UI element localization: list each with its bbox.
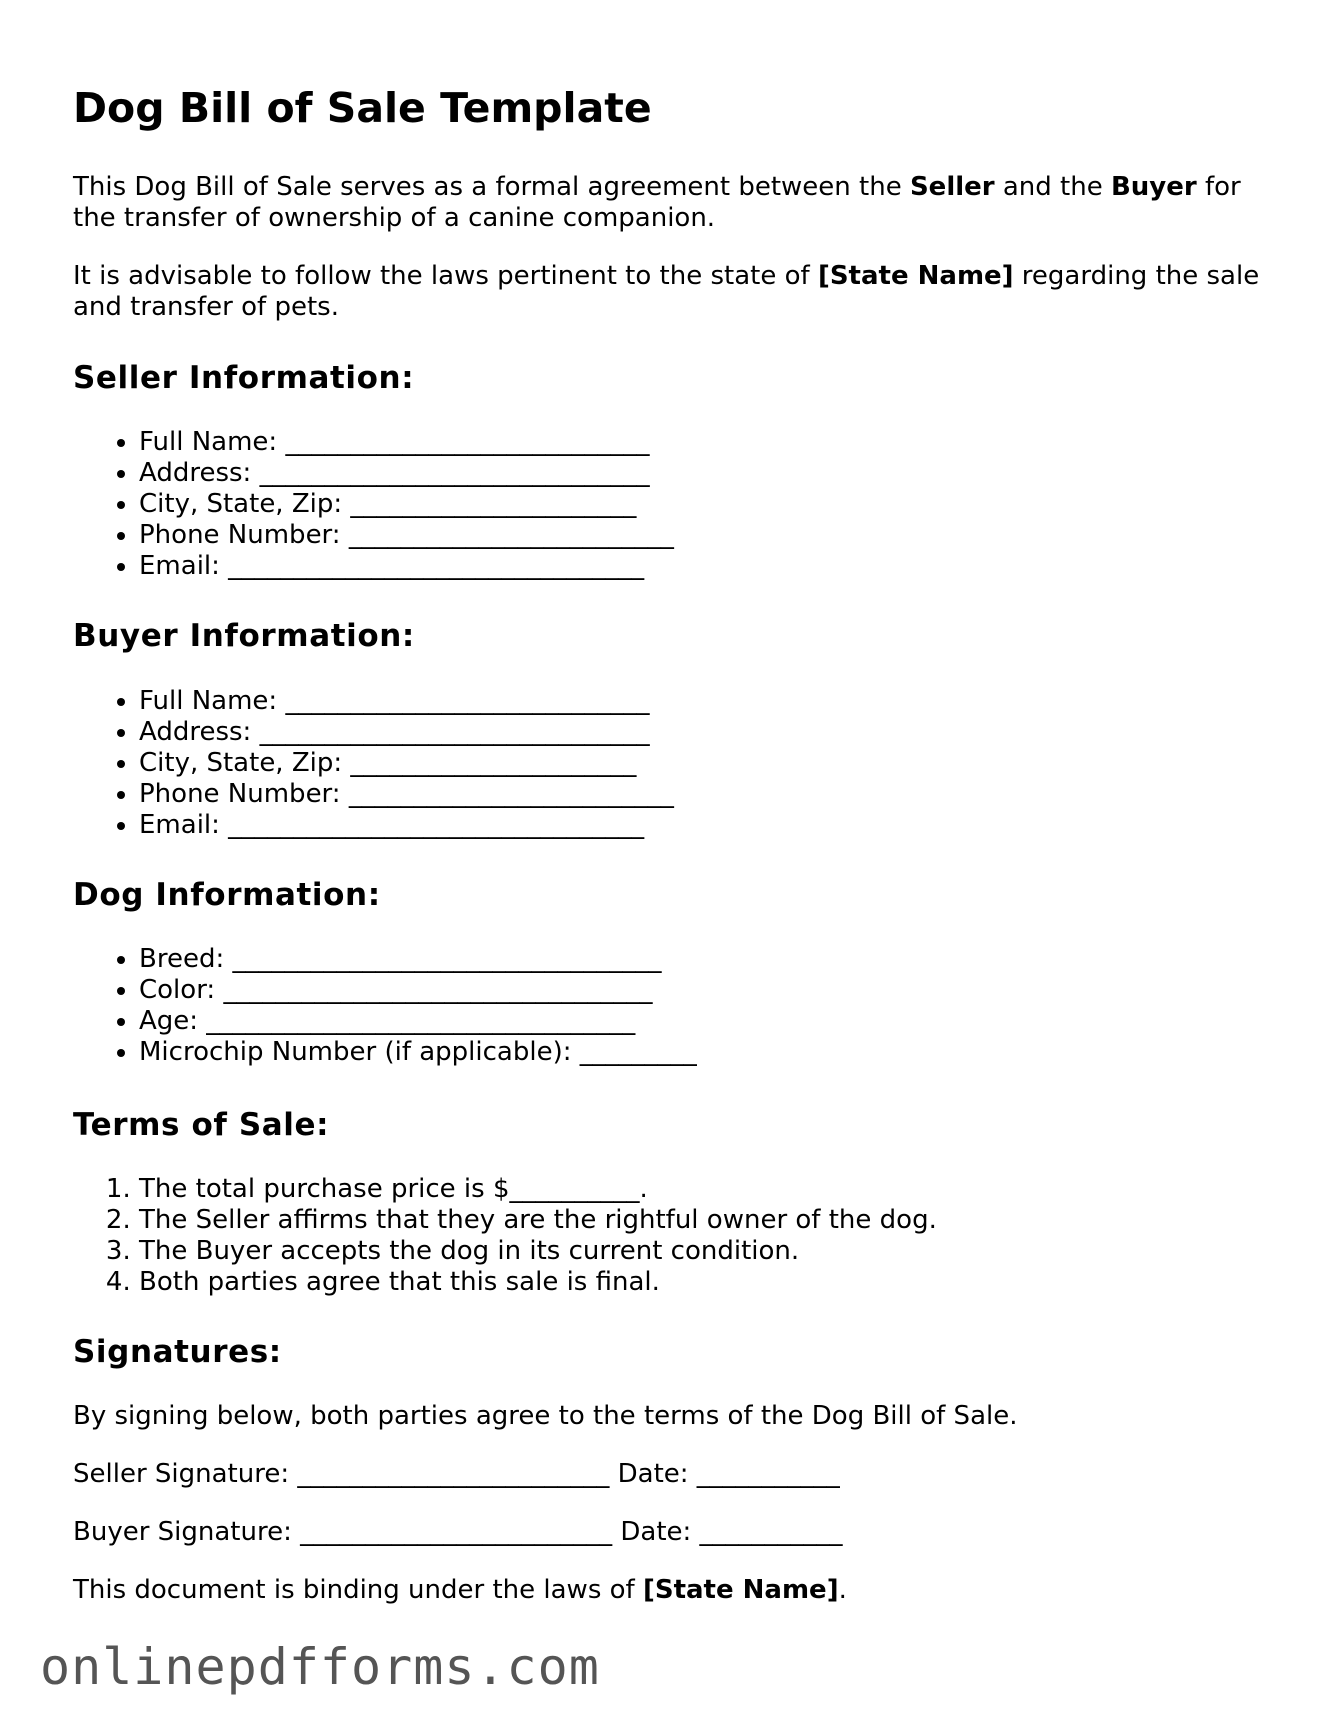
intro-seller-term: Seller <box>909 172 995 203</box>
dog-breed-field: • Breed: _________________________________ <box>139 944 1273 975</box>
state-name-placeholder: [State Name] <box>817 261 1014 292</box>
buyer-info-list <box>73 686 1273 841</box>
seller-phone-field: • Phone Number: _________________________ <box>139 520 1273 551</box>
intro-text-3: for the transfer of ownership of a canine companion. <box>73 172 1241 234</box>
dog-age-field: • Age: _________________________________ <box>139 1006 1273 1037</box>
seller-signature-line: Seller Signature: ________________________ Date: ___________ <box>73 1459 840 1490</box>
seller-info-list <box>73 427 1273 582</box>
document-page <box>73 84 1273 1633</box>
watermark-logo: onlinepdfforms.com <box>40 1638 600 1696</box>
seller-section-heading: Seller Information: <box>73 360 415 397</box>
closing-text-2: . <box>838 1575 847 1606</box>
terms-section-heading: Terms of Sale: <box>73 1106 330 1143</box>
dog-section-heading: Dog Information: <box>73 876 381 913</box>
closing-state-placeholder: [State Name] <box>642 1575 839 1606</box>
dog-color-field: • Color: _________________________________ <box>139 975 1273 1006</box>
dog-microchip-field: • Microchip Number (if applicable): _________ <box>139 1037 1273 1068</box>
signatures-section-heading: Signatures: <box>73 1333 282 1370</box>
seller-address-field: • Address: ______________________________ <box>139 458 1273 489</box>
state-law-paragraph <box>73 261 1273 323</box>
buyer-section-heading: Buyer Information: <box>73 618 415 655</box>
buyer-full-name-field: • Full Name: ____________________________ <box>139 686 1273 717</box>
term-buyer-acceptance: 3. The Buyer accepts the dog in its current condition. <box>139 1236 1273 1267</box>
buyer-phone-field: • Phone Number: _________________________ <box>139 779 1273 810</box>
intro-text-1: This Dog Bill of Sale serves as a formal agreement between the <box>73 172 910 203</box>
buyer-signature-line: Buyer Signature: ________________________ Date: ___________ <box>73 1517 843 1548</box>
buyer-city-state-zip-field: • City, State, Zip: ______________________ <box>139 748 1273 779</box>
state-law-text-1: It is advisable to follow the laws pertinent to the state of <box>73 261 818 292</box>
seller-full-name-field: • Full Name: ____________________________ <box>139 427 1273 458</box>
intro-buyer-term: Buyer <box>1110 172 1197 203</box>
dog-info-list <box>73 944 1273 1068</box>
term-seller-ownership: 2. The Seller affirms that they are the rightful owner of the dog. <box>139 1205 1273 1236</box>
seller-city-state-zip-field: • City, State, Zip: ______________________ <box>139 489 1273 520</box>
closing-statement <box>73 1575 1273 1606</box>
closing-text-1: This document is binding under the laws of <box>73 1575 643 1606</box>
state-law-text-2: regarding the sale and transfer of pets. <box>73 261 1260 323</box>
signatures-intro: By signing below, both parties agree to the terms of the Dog Bill of Sale. <box>73 1401 1018 1432</box>
intro-text-2: and the <box>994 172 1111 203</box>
intro-paragraph <box>73 172 1273 234</box>
buyer-address-field: • Address: ______________________________ <box>139 717 1273 748</box>
buyer-email-field: • Email: ________________________________ <box>139 810 1273 841</box>
document-title: Dog Bill of Sale Template <box>73 84 652 132</box>
term-sale-final: 4. Both parties agree that this sale is final. <box>139 1267 1273 1298</box>
seller-email-field: • Email: ________________________________ <box>139 551 1273 582</box>
terms-list <box>73 1174 1273 1298</box>
term-purchase-price: 1. The total purchase price is $__________. <box>139 1174 1273 1205</box>
